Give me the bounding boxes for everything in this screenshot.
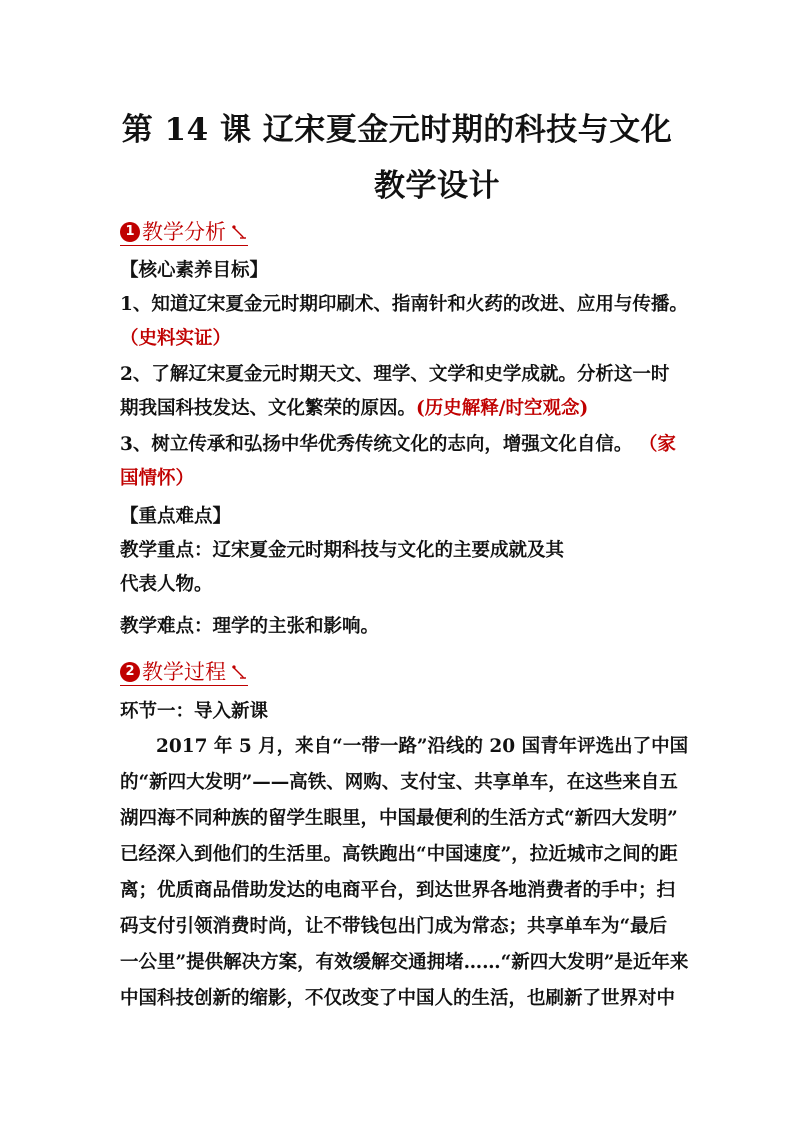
goals-heading: 【核心素养目标】 <box>120 260 269 281</box>
paragraph-line: 2017 年 5 月，来自“一带一路”沿线的 20 国青年评选出了中国 <box>156 736 689 757</box>
teaching-difficulty: 教学难点：理学的主张和影响。 <box>120 616 380 637</box>
teaching-focus-line-1: 教学重点：辽宋夏金元时期科技与文化的主要成就及其 <box>120 540 565 561</box>
key-heading: 【重点难点】 <box>120 506 232 527</box>
section-heading-process <box>120 660 248 686</box>
goal-item-3-line-1: 3、树立传承和弘扬中华优秀传统文化的志向，增强文化自信。 （家 <box>120 434 676 455</box>
lesson-subtitle: 教学设计 <box>374 168 500 204</box>
pen-icon <box>230 663 248 681</box>
goal-item-2-line-2: 期我国科技发达、文化繁荣的原因。(历史解释/时空观念) <box>120 398 589 419</box>
goal-item-3-tag-cont: 国情怀） <box>120 468 195 489</box>
paragraph-line: 湖四海不同种族的留学生眼里，中国最便利的生活方式“新四大发明” <box>120 808 678 829</box>
section-heading-analysis <box>120 220 248 246</box>
paragraph-line: 离；优质商品借助发达的电商平台，到达世界各地消费者的手中；扫 <box>120 880 676 901</box>
goal-item-2-tag: (历史解释/时空观念) <box>416 398 589 419</box>
section-heading-label: 教学过程 <box>142 660 226 684</box>
paragraph-line: 的“新四大发明”——高铁、网购、支付宝、共享单车，在这些来自五 <box>120 772 678 793</box>
lesson-title: 第 14 课 辽宋夏金元时期的科技与文化 <box>121 112 673 148</box>
section-heading-label: 教学分析 <box>142 220 226 244</box>
goal-item-2-line-1: 2、了解辽宋夏金元时期天文、理学、文学和史学成就。分析这一时 <box>120 364 670 385</box>
paragraph-line: 一公里”提供解决方案，有效缓解交通拥堵……“新四大发明”是近年来 <box>120 952 689 973</box>
paragraph-line: 中国科技创新的缩影，不仅改变了中国人的生活，也刷新了世界对中 <box>120 988 676 1009</box>
section-number-badge: 1 <box>120 222 140 242</box>
section-number-badge: 2 <box>120 662 140 682</box>
goal-item-1-tag: （史料实证） <box>120 328 232 349</box>
goal-item-1: 1、知道辽宋夏金元时期印刷术、指南针和火药的改进、应用与传播。 <box>120 294 688 315</box>
paragraph-line: 已经深入到他们的生活里。高铁跑出“中国速度”，拉近城市之间的距 <box>120 844 678 865</box>
goal-item-3-tag: （家 <box>638 434 676 455</box>
pen-icon <box>230 223 248 241</box>
process-step-1: 环节一：导入新课 <box>120 701 269 722</box>
teaching-focus-line-2: 代表人物。 <box>120 574 213 595</box>
paragraph-line: 码支付引领消费时尚，让不带钱包出门成为常态；共享单车为“最后 <box>120 916 668 937</box>
